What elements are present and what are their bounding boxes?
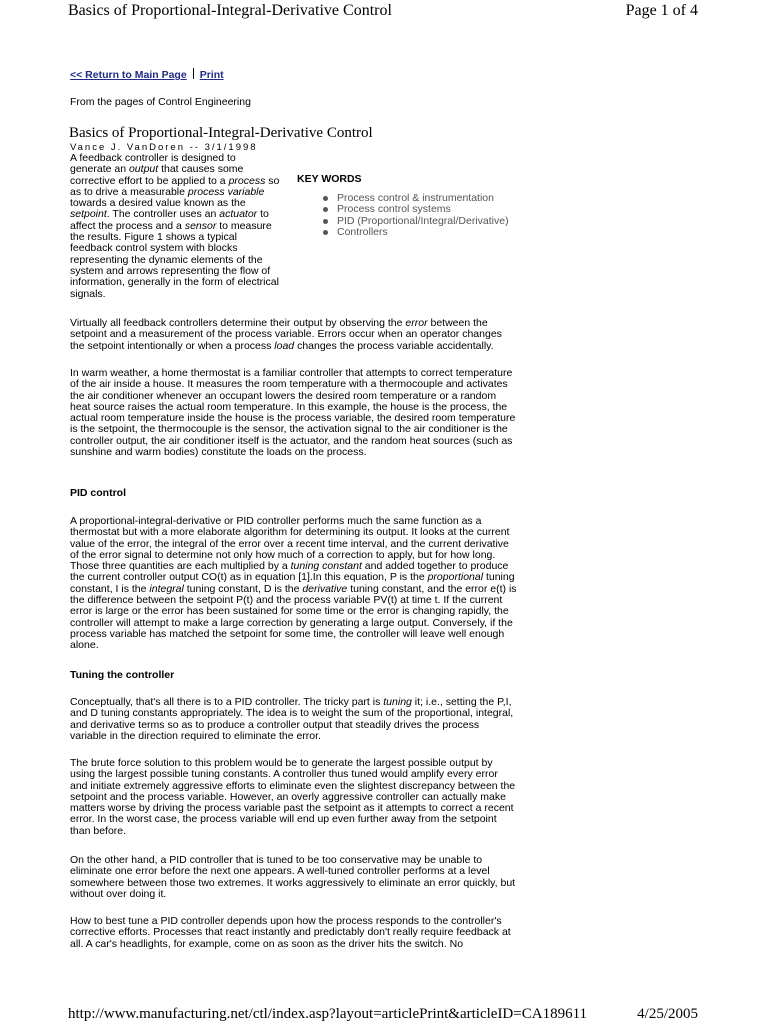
article-title: Basics of Proportional-Integral-Derivative Control (69, 125, 373, 141)
key-words-list (318, 193, 538, 238)
bullet-icon (323, 230, 328, 235)
return-to-main-link[interactable]: << Return to Main Page (70, 69, 187, 81)
bullet-icon (323, 207, 328, 212)
body-paragraph-error: Virtually all feedback controllers determine their output by observing the error between the setpoint and a measurement of the process variable. Errors occur when an operator changes the setpoint intentionally or when a process load changes the process variable accidentally. (70, 317, 502, 352)
key-word-label: Process control systems (337, 203, 451, 216)
body-paragraph-pid: A proportional-integral-derivative or PID controller performs much the same function as a thermostat but with a more elaborate algorithm for determining its output. It looks at the current value of the error, the integral of the error over a recent time interval, and the current derivative of the error signal to determine not only how much of a correction to apply, but for how long. Those three quantities are each multiplied by a tuning constant and added together to produce the current controller output CO(t) as in equation [1].In this equation, P is the proportional tuning constant, I is the integral tuning constant, D is the derivative tuning constant, and the error e(t) is the difference between the setpoint P(t) and the process variable PV(t) at time t. If the current error is large or the error has been sustained for some time or the error is changing rapidly, the controller will attempt to make a large correction by generating a large output. Conversely, if the process variable has matched the setpoint for some time, the controller will leave well enough alone. (70, 515, 517, 652)
body-paragraph-thermostat: In warm weather, a home thermostat is a familiar controller that attempts to correct temperature of the air inside a house. It measures the room temperature with a thermocouple and activates the air conditioner whenever an occupant lowers the desired room temperature or a random heat source raises the actual room temperature. In this example, the house is the process, the actual room temperature inside the house is the process variable, the desired room temperature is the setpoint, the thermocouple is the sensor, the activation signal to the air conditioner is the controller output, the air conditioner itself is the actuator, and the random heat sources (such as sunshine and warm bodies) constitute the loads on the process. (70, 367, 516, 459)
bullet-icon (323, 219, 328, 224)
section-heading-tuning: Tuning the controller (70, 669, 175, 681)
key-word-label: Process control & instrumentation (337, 192, 494, 204)
body-paragraph-tuning: Conceptually, that's all there is to a PID controller. The tricky part is tuning it; i.e., setting the P,I, and D tuning constants appropriately. The idea is to weight the sum of the proportional, integral, and derivative terms so as to produce a controller output that steadily drives the process variable in the direction required to eliminate the error. (70, 696, 514, 742)
page-header-title: Basics of Proportional-Integral-Derivative Control (68, 2, 392, 19)
footer-url: http://www.manufacturing.net/ctl/index.asp?layout=articlePrint&articleID=CA189611 (68, 1006, 588, 1022)
body-paragraph-brute-force: The brute force solution to this problem would be to generate the largest possible output by using the largest possible tuning constants. A controller thus tuned would amplify every error and initiate extremely aggressive efforts to eliminate even the slightest discrepancy between the setpoint and the process variable. However, an overly aggressive controller can actually make matters worse by driving the process variable past the setpoint as it attempts to correct a recent error. In the worst case, the process variable will end up even further away from the setpoint than before. (70, 757, 516, 837)
intro-paragraph: A feedback controller is designed to generate an output that causes some corrective effort to be applied to a process so as to drive a measurable process variable towards a desired value known as the setpoint. The controller uses an actuator to affect the process and a sensor to measure the results. Figure 1 shows a typical feedback control system with blocks representing the dynamic elements of the system and arrows representing the flow of information, generally in the form of electrical signals. (70, 152, 280, 300)
body-paragraph-conservative: On the other hand, a PID controller that is tuned to be too conservative may be unable to eliminate one error before the next one appears. A well-tuned controller performs at a level somewhere between those two extremes. It works aggressively to eliminate an error quickly, but without over doing it. (70, 854, 516, 900)
key-word-label: PID (Proportional/Integral/Derivative) (337, 214, 509, 227)
bullet-icon (323, 196, 328, 201)
key-word-item (318, 227, 538, 238)
article-byline: Vance J. VanDoren -- 3/1/1998 (70, 142, 258, 153)
nav-links (70, 68, 224, 81)
print-link[interactable]: Print (199, 69, 224, 81)
nav-separator (193, 68, 194, 79)
source-line: From the pages of Control Engineering (70, 96, 251, 108)
page-number: Page 1 of 4 (625, 2, 698, 19)
footer-date: 4/25/2005 (637, 1006, 698, 1022)
section-heading-pid-control: PID control (70, 487, 127, 499)
body-paragraph-process-response: How to best tune a PID controller depends upon how the process responds to the controller's corrective efforts. Processes that react instantly and predictably don't really require feedback at all. A car's headlights, for example, come on as soon as the driver hits the switch. No (70, 915, 511, 950)
key-word-label: Controllers (337, 225, 388, 238)
key-words-title: KEY WORDS (297, 173, 362, 185)
